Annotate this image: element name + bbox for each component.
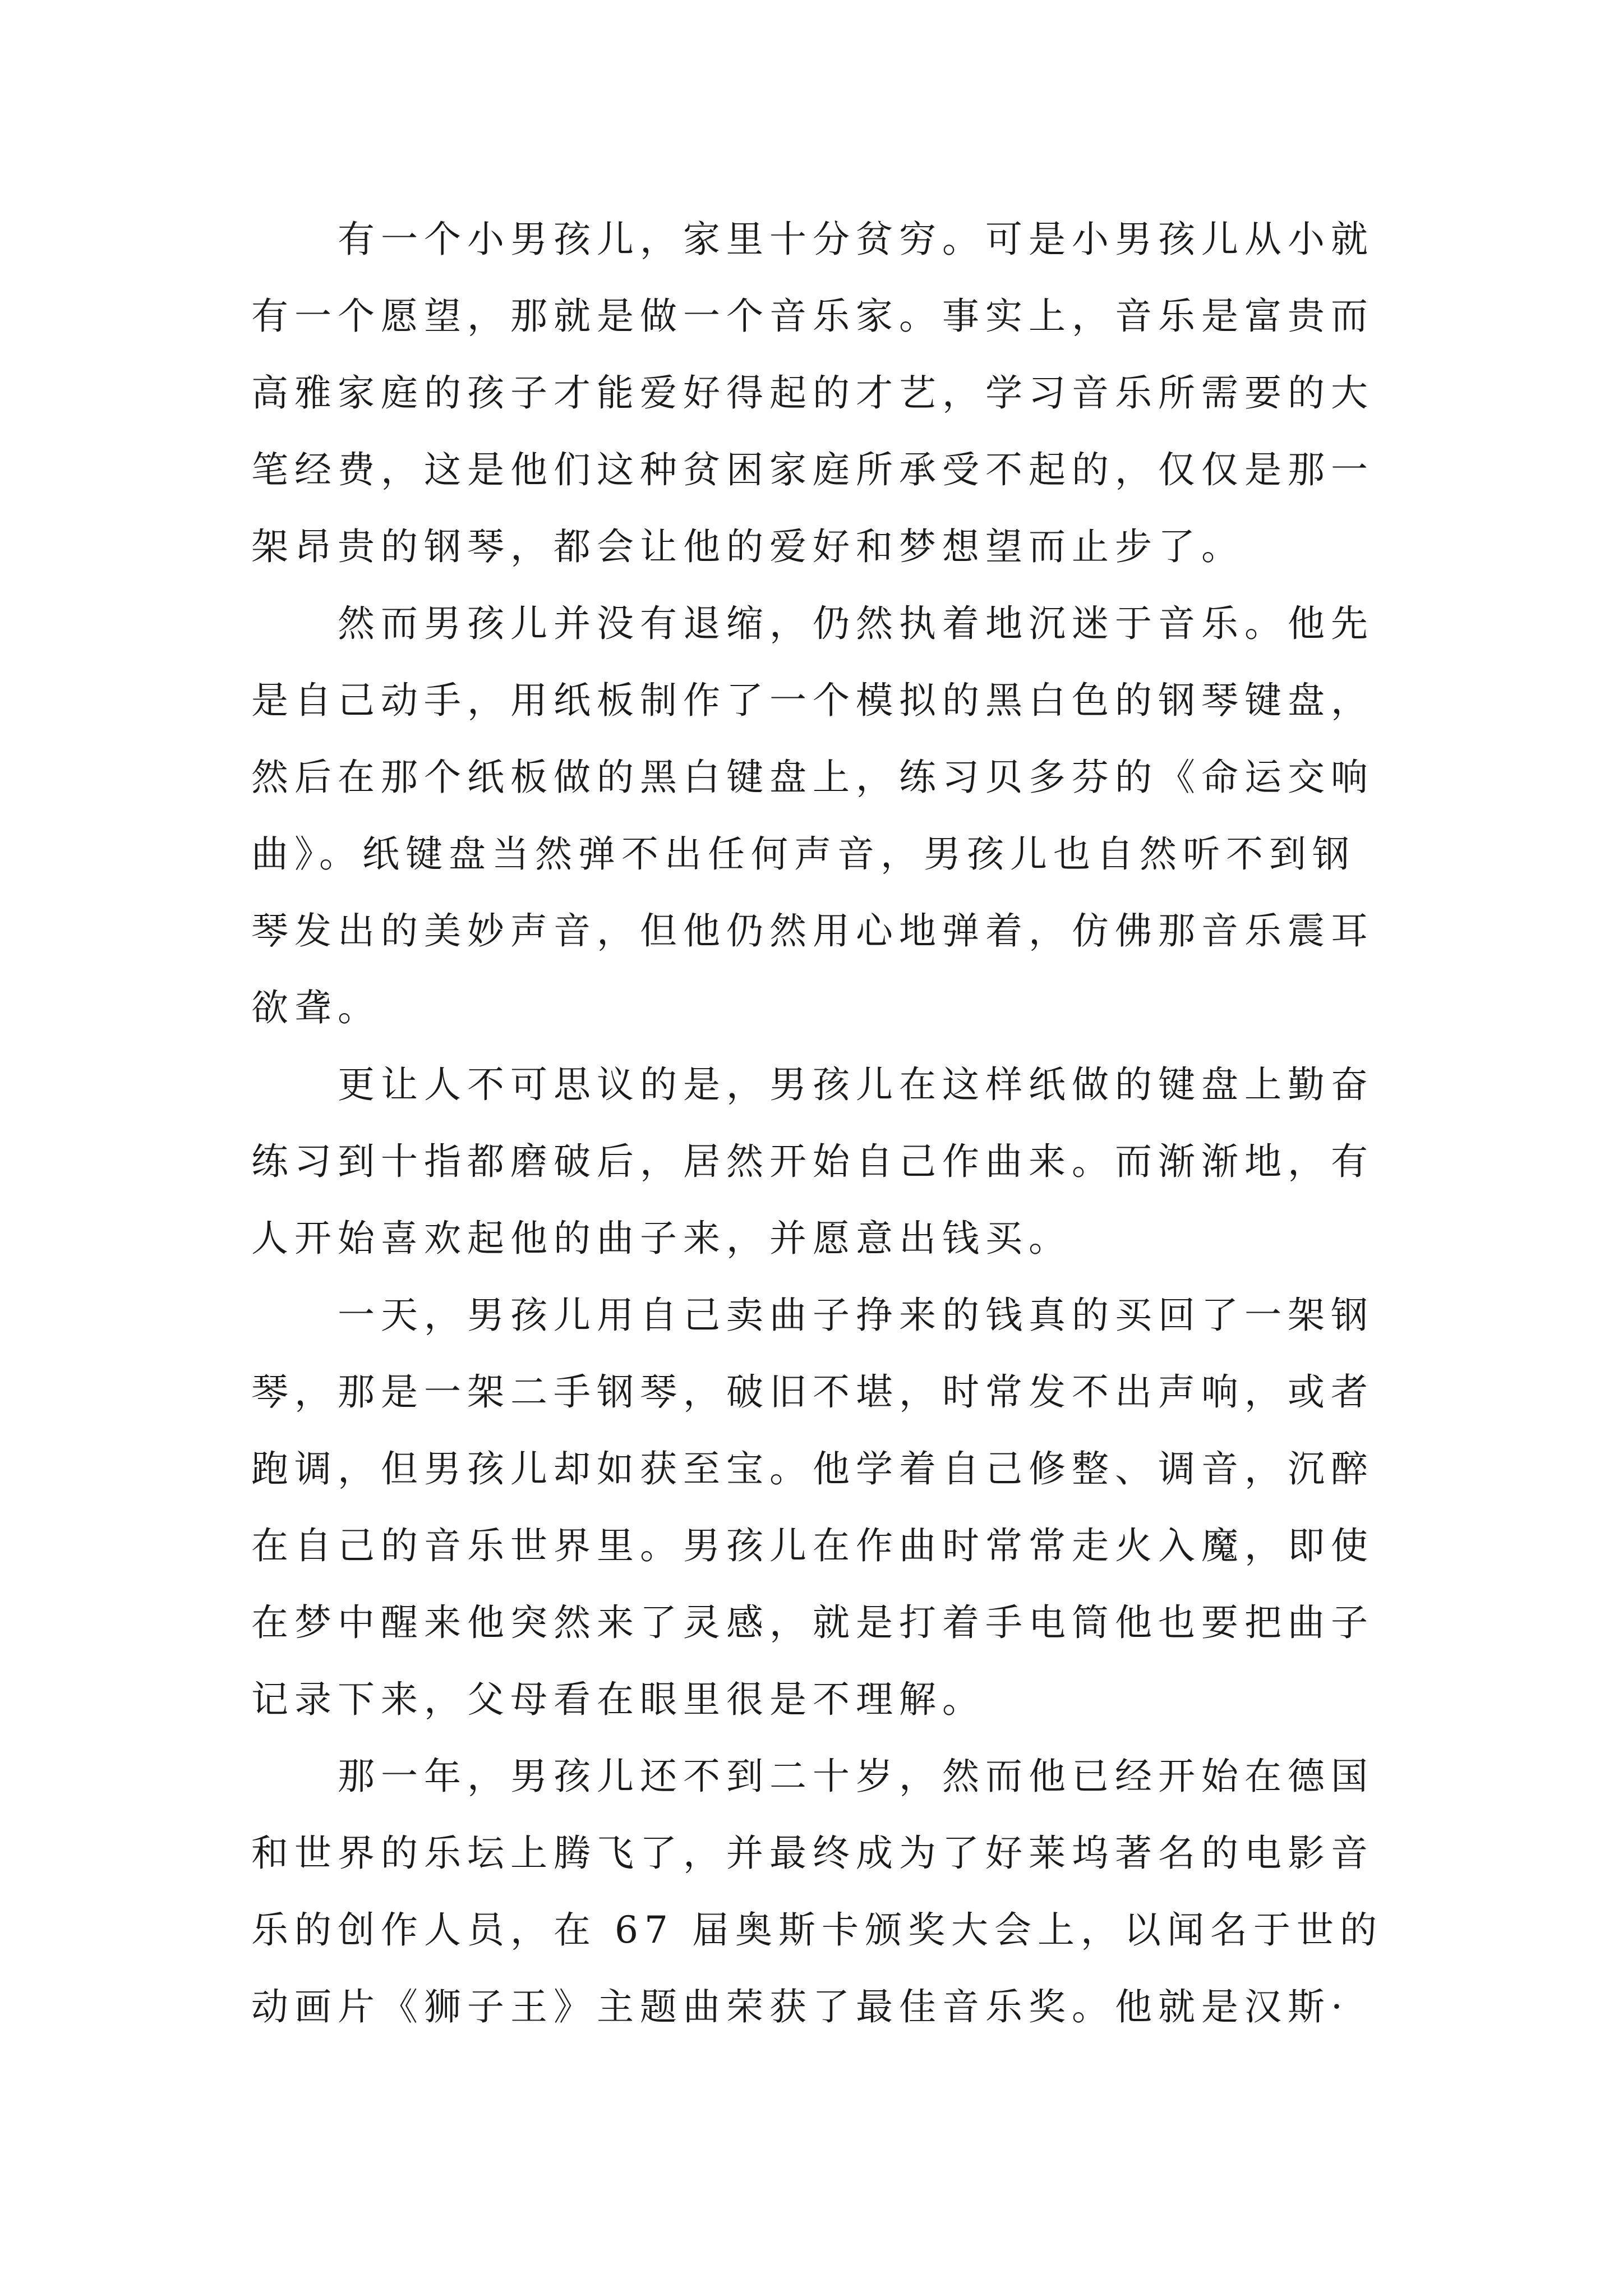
text-line: 是自己动手，用纸板制作了一个模拟的黑白色的钢琴键盘， — [251, 679, 1374, 722]
text-line: 那一年，男孩儿还不到二十岁，然而他已经开始在德国 — [338, 1755, 1374, 1798]
text-line: 有一个小男孩儿，家里十分贫穷。可是小男孩儿从小就 — [338, 218, 1374, 261]
text-line: 然而男孩儿并没有退缩，仍然执着地沉迷于音乐。他先 — [338, 602, 1374, 645]
text-line: 一天，男孩儿用自己卖曲子挣来的钱真的买回了一架钢 — [338, 1294, 1374, 1337]
text-line: 跑调，但男孩儿却如获至宝。他学着自己修整、调音，沉醉 — [251, 1447, 1374, 1490]
text-line: 练习到十指都磨破后，居然开始自己作曲来。而渐渐地，有 — [251, 1140, 1374, 1183]
text-line: 琴发出的美妙声音，但他仍然用心地弹着，仿佛那音乐震耳 — [251, 909, 1374, 953]
text-line: 人开始喜欢起他的曲子来，并愿意出钱买。 — [251, 1217, 1072, 1260]
text-line: 动画片《狮子王》主题曲荣获了最佳音乐奖。他就是汉斯· — [251, 1985, 1349, 2028]
text-line: 和世界的乐坛上腾飞了，并最终成为了好莱坞著名的电影音 — [251, 1832, 1374, 1875]
text-line: 笔经费，这是他们这种贫困家庭所承受不起的，仅仅是那一 — [251, 448, 1374, 491]
text-line: 琴，那是一架二手钢琴，破旧不堪，时常发不出声响，或者 — [251, 1370, 1374, 1414]
text-line: 更让人不可思议的是，男孩儿在这样纸做的键盘上勤奋 — [338, 1063, 1374, 1106]
text-line: 曲》。纸键盘当然弹不出任何声音，男孩儿也自然听不到钢 — [251, 832, 1355, 876]
body-text — [251, 201, 1383, 2045]
text-line: 在梦中醒来他突然来了灵感，就是打着手电筒他也要把曲子 — [251, 1601, 1374, 1644]
text-line: 乐的创作人员，在 67 届奥斯卡颁奖大会上，以闻名于世的 — [251, 1908, 1383, 1952]
text-line: 记录下来，父母看在眼里很是不理解。 — [251, 1678, 985, 1721]
text-line: 架昂贵的钢琴，都会让他的爱好和梦想望而止步了。 — [251, 525, 1244, 568]
text-line: 有一个愿望，那就是做一个音乐家。事实上，音乐是富贵而 — [251, 295, 1374, 338]
text-line: 然后在那个纸板做的黑白键盘上，练习贝多芬的《命运交响 — [251, 756, 1374, 799]
text-line: 欲聋。 — [251, 986, 381, 1029]
text-line: 在自己的音乐世界里。男孩儿在作曲时常常走火入魔，即使 — [251, 1524, 1374, 1567]
text-line: 高雅家庭的孩子才能爱好得起的才艺，学习音乐所需要的大 — [251, 371, 1374, 415]
